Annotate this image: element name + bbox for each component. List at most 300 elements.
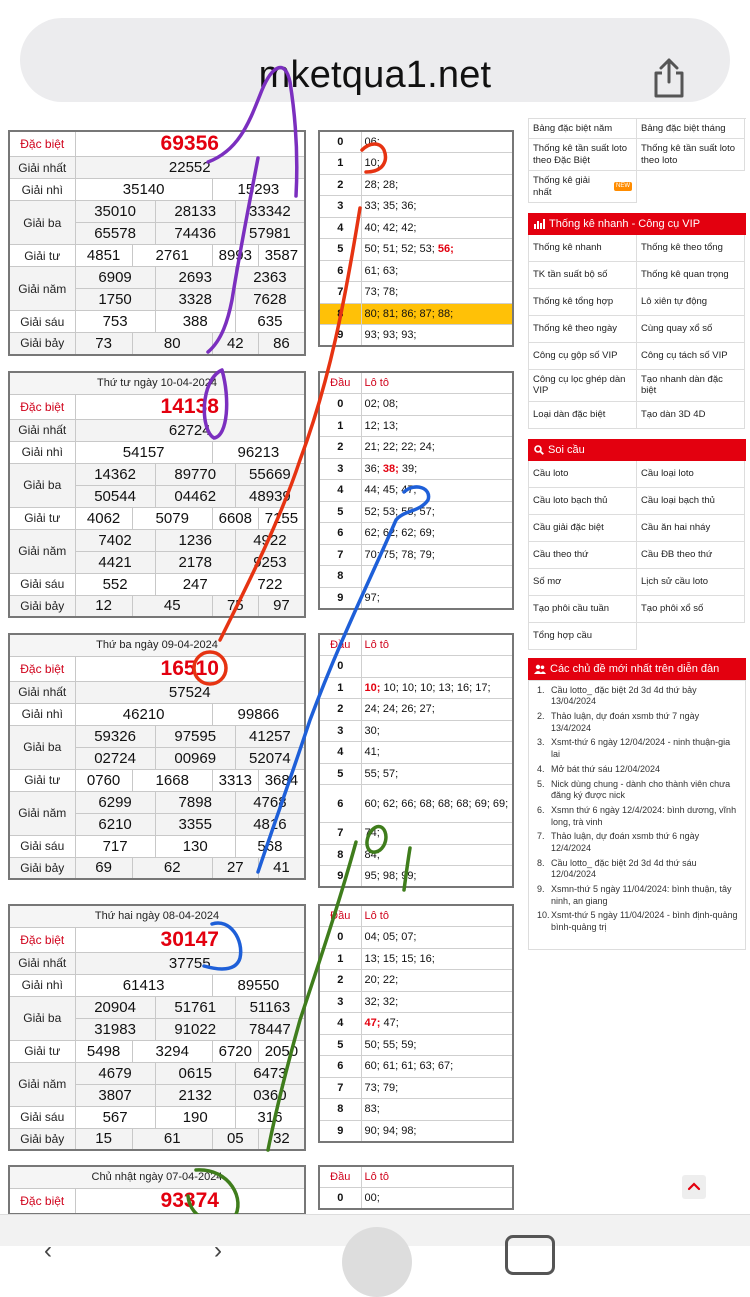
empty-cell [637, 171, 745, 203]
loto-header: Lô tô [361, 1166, 513, 1188]
loto-table-1 [318, 130, 514, 347]
prize-number: 54157 [75, 441, 212, 463]
thread-title[interactable]: Mở bát thứ sáu 12/04/2024 [551, 763, 660, 774]
thread-item[interactable] [537, 910, 739, 933]
link-item[interactable]: Cầu ĐB theo thứ [637, 542, 745, 569]
dau-digit: 9 [319, 587, 361, 609]
prize-number: 130 [155, 835, 235, 857]
loto-values-text: 39; [401, 462, 418, 475]
loto-values: 41; [361, 742, 513, 764]
prize-number: 6720 [212, 1040, 258, 1062]
loto-values-text: 36; [364, 462, 380, 475]
prize-number: 4816 [235, 813, 305, 835]
prize-number: 3355 [155, 813, 235, 835]
label-g4: Giải tư [9, 769, 75, 791]
label-g4: Giải tư [9, 1040, 75, 1062]
link-item[interactable]: Lô xiên tự động [637, 289, 745, 316]
tabs-icon[interactable] [505, 1235, 555, 1275]
prize-number: 2693 [155, 267, 235, 289]
link-item[interactable]: Số mơ [529, 569, 637, 596]
prize-number: 45 [132, 595, 212, 617]
thread-title[interactable]: Xsmt-thứ 6 ngày 12/04/2024 - ninh thuận-gia lai [551, 737, 731, 760]
loto-values [361, 458, 513, 480]
link-item[interactable]: Bảng đặc biệt tháng [637, 119, 745, 139]
loto-values: 97; [361, 587, 513, 609]
share-icon[interactable] [652, 58, 686, 98]
dau-digit: 1 [319, 948, 361, 970]
users-icon [534, 664, 546, 674]
loto-values: 10; [361, 153, 513, 175]
prize-number: 65578 [75, 223, 155, 245]
prize-number: 41257 [235, 725, 305, 747]
thread-item[interactable] [537, 779, 739, 802]
dau-digit: 4 [319, 217, 361, 239]
prize-number: 14362 [75, 463, 155, 485]
dau-digit: 8 [319, 303, 361, 325]
thread-number: 7. [537, 831, 545, 842]
draw-date: Thứ ba ngày 09-04-2024 [9, 634, 305, 656]
draw-date: Thứ hai ngày 08-04-2024 [9, 905, 305, 927]
prize-number: 6909 [75, 267, 155, 289]
result-table-2 [8, 371, 306, 618]
link-item[interactable]: Tổng hợp cầu [529, 623, 637, 650]
dau-digit: 4 [319, 1013, 361, 1035]
result-table-3 [8, 633, 306, 880]
loto-values: 06; [361, 131, 513, 153]
prize-number: 80 [132, 333, 212, 355]
prize-number: 2178 [155, 551, 235, 573]
prize-number: 57981 [235, 223, 305, 245]
label-g2: Giải nhì [9, 179, 75, 201]
thread-number: 4. [537, 763, 545, 774]
address-bar[interactable] [20, 18, 730, 102]
sidebar [528, 118, 746, 950]
vip-links [528, 235, 746, 429]
prize-number: 0760 [75, 769, 132, 791]
prize-number: 12 [75, 595, 132, 617]
dau-digit: 2 [319, 699, 361, 721]
dau-digit: 5 [319, 239, 361, 261]
prize-number: 4768 [235, 791, 305, 813]
loto-values: 00; [361, 1188, 513, 1210]
result-table-5 [8, 1165, 306, 1215]
link-item[interactable]: Cầu giải đặc biệt [529, 515, 637, 542]
link-item[interactable]: Loại dàn đặc biệt [529, 402, 637, 429]
link-item[interactable]: Tạo dàn 3D 4D [637, 402, 745, 429]
prize-number: 99866 [212, 703, 305, 725]
loto-special-value: 47; [364, 1017, 381, 1030]
prize-number: 722 [235, 573, 305, 595]
link-item[interactable]: Cầu loại bạch thủ [637, 488, 745, 515]
dau-digit: 4 [319, 480, 361, 502]
label-g4: Giải tư [9, 507, 75, 529]
dau-digit: 6 [319, 260, 361, 282]
forum-header [528, 658, 746, 680]
loto-values: 95; 98; 99; [361, 866, 513, 888]
prize-number: 753 [75, 311, 155, 333]
dau-digit: 3 [319, 720, 361, 742]
new-tab-button[interactable] [342, 1227, 412, 1297]
prize-number: 55669 [235, 463, 305, 485]
loto-table-2 [318, 371, 514, 610]
label-db: Đặc biệt [9, 927, 75, 952]
back-arrow-icon[interactable]: ‹ [44, 1237, 52, 1264]
loto-table-3 [318, 633, 514, 888]
label-g1: Giải nhất [9, 681, 75, 703]
prize-number: 7402 [75, 529, 155, 551]
label-g6: Giải sáu [9, 835, 75, 857]
prize-number: 74436 [155, 223, 235, 245]
url-text[interactable]: mketqua1.net [258, 54, 492, 96]
chevron-up-icon [682, 1175, 706, 1199]
link-item[interactable]: Cầu loto bạch thủ [529, 488, 637, 515]
prize-number: 247 [155, 573, 235, 595]
loto-values: 04; 05; 07; [361, 927, 513, 949]
new-badge-icon: NEW [614, 182, 632, 191]
link-item[interactable]: TK tần suất bộ số [529, 262, 637, 289]
back-to-top-button[interactable] [682, 1175, 706, 1199]
link-item[interactable]: Cầu ăn hai nháy [637, 515, 745, 542]
forum-threads [528, 680, 746, 950]
loto-values: 62; 62; 62; 69; [361, 523, 513, 545]
loto-values: 60; 61; 61; 63; 67; [361, 1056, 513, 1078]
special-prize: 30147 [75, 927, 305, 952]
soi-links [528, 461, 746, 650]
link-item[interactable]: Thống kê tổng hợp [529, 289, 637, 316]
loto-values: 20; 22; [361, 970, 513, 992]
prize-number: 15293 [212, 179, 305, 201]
dau-header: Đầu [319, 1166, 361, 1188]
dau-digit: 0 [319, 394, 361, 416]
label-g5: Giải năm [9, 267, 75, 311]
prize-number: 568 [235, 835, 305, 857]
vip-tools-header [528, 213, 746, 235]
prize-number: 46210 [75, 703, 212, 725]
thread-item[interactable] [537, 711, 739, 734]
dau-digit: 0 [319, 656, 361, 678]
loto-values: 60; 62; 66; 68; 68; 68; 69; 69; [361, 785, 513, 823]
prize-number: 1750 [75, 289, 155, 311]
prize-number: 20904 [75, 996, 155, 1018]
soi-cau-header [528, 439, 746, 461]
prize-number: 5498 [75, 1040, 132, 1062]
browser-toolbar [0, 1214, 750, 1264]
dau-digit: 0 [319, 1188, 361, 1210]
dau-digit: 3 [319, 991, 361, 1013]
label-g5: Giải năm [9, 529, 75, 573]
loto-values-text: 50; 51; 52; 53; [364, 243, 435, 256]
thread-number: 5. [537, 778, 545, 789]
thread-item[interactable] [537, 884, 739, 907]
prize-number: 35140 [75, 179, 212, 201]
prize-number: 8993 [212, 245, 258, 267]
link-item[interactable]: Cùng quay xổ số [637, 316, 745, 343]
prize-number: 4062 [75, 507, 132, 529]
link-item[interactable]: Thống kê theo ngày [529, 316, 637, 343]
prize-number: 32 [258, 1128, 305, 1150]
prize-number: 4922 [235, 529, 305, 551]
loto-header: Lô tô [361, 905, 513, 927]
prize-number: 86 [258, 333, 305, 355]
prize-number: 1668 [132, 769, 212, 791]
label-g6: Giải sáu [9, 1106, 75, 1128]
special-prize: 16510 [75, 656, 305, 681]
label-g7: Giải bảy [9, 1128, 75, 1150]
loto-values: 33; 35; 36; [361, 196, 513, 218]
dau-digit: 9 [319, 1120, 361, 1142]
label-g3: Giải ba [9, 996, 75, 1040]
prize-number: 91022 [155, 1018, 235, 1040]
prize-number: 6210 [75, 813, 155, 835]
thread-title[interactable]: Xsmn-thứ 5 ngày 11/04/2024: bình thuận, tây ninh, an giang [551, 884, 732, 906]
dau-digit: 6 [319, 785, 361, 823]
link-item[interactable]: Tạo phôi xổ số [637, 596, 745, 623]
loto-values: 84; [361, 844, 513, 866]
dau-digit: 7 [319, 544, 361, 566]
loto-values: 61; 63; [361, 260, 513, 282]
prize-number: 567 [75, 1106, 155, 1128]
bar-chart-icon [534, 219, 545, 229]
link-item[interactable]: Công cụ tách số VIP [637, 343, 745, 370]
prize-number: 97595 [155, 725, 235, 747]
thread-number: 9. [537, 884, 545, 895]
loto-values: 50; 55; 59; [361, 1034, 513, 1056]
prize-number: 97 [258, 595, 305, 617]
prize-number: 50544 [75, 485, 155, 507]
thread-number: 8. [537, 857, 545, 868]
loto-values: 73; 78; [361, 282, 513, 304]
link-item[interactable]: Bảng đặc biệt năm [529, 119, 637, 139]
special-prize: 93374 [75, 1188, 305, 1214]
prize-number: 9253 [235, 551, 305, 573]
prize-number: 51761 [155, 996, 235, 1018]
prize-number: 78447 [235, 1018, 305, 1040]
thread-number: 6. [537, 804, 545, 815]
forward-arrow-icon[interactable]: › [214, 1237, 222, 1264]
loto-special-value: 56; [437, 243, 454, 256]
label-g7: Giải bảy [9, 857, 75, 879]
loto-values-highlight: 80; 81; 86; 87; 88; [361, 303, 513, 325]
dau-digit: 7 [319, 282, 361, 304]
dau-digit: 5 [319, 763, 361, 785]
thread-title[interactable]: Thảo luận, dự đoán xsmb thứ 6 ngày 12/4/2024 [551, 831, 700, 853]
prize-number: 0615 [155, 1062, 235, 1084]
link-item[interactable]: Công cụ lọc ghép dàn VIP [529, 370, 637, 402]
dau-digit: 4 [319, 742, 361, 764]
dau-digit: 2 [319, 174, 361, 196]
thread-title[interactable]: Xsmt-thứ 5 ngày 11/04/2024 - bình định-quảng bình-quảng trị [551, 910, 738, 933]
loto-header: Lô tô [361, 372, 513, 394]
prize-number: 59326 [75, 725, 155, 747]
link-item[interactable]: Cầu loại loto [637, 461, 745, 488]
link-item[interactable]: Thống kê theo tổng [637, 235, 745, 262]
prize-number: 27 [212, 857, 258, 879]
link-item[interactable]: Cầu theo thứ [529, 542, 637, 569]
result-table-1 [8, 130, 306, 356]
prize-number: 51163 [235, 996, 305, 1018]
prize-number: 04462 [155, 485, 235, 507]
link-item[interactable]: Lịch sử cầu loto [637, 569, 745, 596]
thread-item[interactable] [537, 858, 739, 881]
prize-number: 3807 [75, 1084, 155, 1106]
dau-digit: 8 [319, 566, 361, 588]
label-db: Đặc biệt [9, 394, 75, 419]
prize-number: 635 [235, 311, 305, 333]
link-item[interactable]: Thống kê nhanh [529, 235, 637, 262]
label-g2: Giải nhì [9, 703, 75, 725]
prize-number: 2132 [155, 1084, 235, 1106]
prize-number: 73 [75, 333, 132, 355]
dau-digit: 1 [319, 677, 361, 699]
link-item[interactable]: Công cụ gộp số VIP [529, 343, 637, 370]
label-g6: Giải sáu [9, 573, 75, 595]
prize-number: 6473 [235, 1062, 305, 1084]
thread-item[interactable] [537, 831, 739, 854]
prize-number: 7155 [258, 507, 305, 529]
result-table-4 [8, 904, 306, 1151]
prize-number: 3313 [212, 769, 258, 791]
label-g5: Giải năm [9, 1062, 75, 1106]
vip-title: Thống kê nhanh - Công cụ VIP [549, 217, 701, 230]
loto-values: 28; 28; [361, 174, 513, 196]
prize-number: 42 [212, 333, 258, 355]
prize-number: 2761 [132, 245, 212, 267]
label-g7: Giải bảy [9, 595, 75, 617]
thread-item[interactable] [537, 805, 739, 828]
loto-table-5 [318, 1165, 514, 1210]
special-prize: 14138 [75, 394, 305, 419]
thread-title[interactable]: Nick dùng chung - dành cho thành viên chưa đăng ký được nick [551, 778, 731, 801]
thread-number: 2. [537, 711, 545, 722]
prize-number: 316 [235, 1106, 305, 1128]
label-g3: Giải ba [9, 725, 75, 769]
draw-date: Chủ nhật ngày 07-04-2024 [9, 1166, 305, 1188]
thread-item[interactable] [537, 737, 739, 760]
dau-digit: 3 [319, 458, 361, 480]
prize-number: 52074 [235, 747, 305, 769]
thread-item[interactable] [537, 764, 739, 776]
prize-number: 41 [258, 857, 305, 879]
dau-digit: 0 [319, 927, 361, 949]
thread-title[interactable]: Xsmn thứ 6 ngày 12/4/2024: bình dương, vĩnh long, trà vinh [551, 804, 737, 827]
dau-digit: 3 [319, 196, 361, 218]
prize-number: 7898 [155, 791, 235, 813]
prize-number: 02724 [75, 747, 155, 769]
prize-number: 05 [212, 1128, 258, 1150]
loto-values [361, 677, 513, 699]
prize-number: 3328 [155, 289, 235, 311]
loto-values-text: 47; [383, 1017, 399, 1030]
label-g2: Giải nhì [9, 974, 75, 996]
special-prize: 69356 [75, 131, 305, 157]
search-icon [534, 445, 544, 455]
loto-values: 02; 08; [361, 394, 513, 416]
first-prize: 57524 [75, 681, 305, 703]
link-item[interactable]: Thống kê quan trọng [637, 262, 745, 289]
prize-number: 6608 [212, 507, 258, 529]
prize-number: 00969 [155, 747, 235, 769]
prize-number: 4679 [75, 1062, 155, 1084]
prize-number: 552 [75, 573, 155, 595]
thread-number: 1. [537, 684, 545, 695]
link-item[interactable]: Thống kê tần suất loto theo Đặc Biệt [529, 139, 637, 171]
loto-special-value: 38; [382, 462, 399, 475]
label-g3: Giải ba [9, 201, 75, 245]
label-db: Đặc biệt [9, 656, 75, 681]
label-g1: Giải nhất [9, 419, 75, 441]
dau-digit: 5 [319, 1034, 361, 1056]
loto-values: 12; 13; [361, 415, 513, 437]
prize-number: 717 [75, 835, 155, 857]
stats-links [528, 118, 746, 203]
link-item[interactable]: Thống kê tần suất loto theo loto [637, 139, 745, 171]
loto-values-text: 10; 10; 10; 13; 16; 17; [383, 681, 491, 694]
prize-number: 28133 [155, 201, 235, 223]
prize-number: 89550 [212, 974, 305, 996]
prize-number: 61 [132, 1128, 212, 1150]
dau-header: Đầu [319, 905, 361, 927]
loto-values: 52; 53; 55; 57; [361, 501, 513, 523]
loto-values [361, 656, 513, 678]
prize-number: 190 [155, 1106, 235, 1128]
loto-values [361, 566, 513, 588]
prize-number: 4851 [75, 245, 132, 267]
prize-number: 2363 [235, 267, 305, 289]
dau-header: Đầu [319, 372, 361, 394]
dau-digit: 7 [319, 823, 361, 845]
dau-digit: 1 [319, 153, 361, 175]
prize-number: 0360 [235, 1084, 305, 1106]
label-g7: Giải bảy [9, 333, 75, 355]
prize-number: 388 [155, 311, 235, 333]
loto-values: 83; [361, 1099, 513, 1121]
prize-number: 3294 [132, 1040, 212, 1062]
dau-digit: 7 [319, 1077, 361, 1099]
thread-title[interactable]: Thảo luận, dự đoán xsmb thứ 7 ngày 13/4/2024 [551, 711, 700, 733]
thread-number: 10. [537, 910, 550, 921]
dau-digit: 1 [319, 415, 361, 437]
prize-number: 2050 [258, 1040, 305, 1062]
loto-values: 40; 42; 42; [361, 217, 513, 239]
loto-values: 55; 57; [361, 763, 513, 785]
thread-title[interactable]: Cầu lotto_ đặc biệt 2d 3d 4d thứ sáu 12/04/2024 [551, 857, 697, 880]
link-item[interactable]: Cầu loto [529, 461, 637, 488]
thread-title[interactable]: Cầu lotto_ đặc biệt 2d 3d 4d thứ bảy 13/04/2024 [551, 684, 697, 707]
link-item-first-prize[interactable] [529, 171, 637, 203]
prize-number: 3684 [258, 769, 305, 791]
prize-number: 35010 [75, 201, 155, 223]
prize-number: 89770 [155, 463, 235, 485]
loto-values [361, 1013, 513, 1035]
link-label: Thống kê giải nhất [533, 175, 591, 198]
thread-item[interactable] [537, 685, 739, 708]
link-item[interactable]: Tạo nhanh dàn đặc biệt [637, 370, 745, 402]
loto-table-4 [318, 904, 514, 1143]
dau-digit: 8 [319, 1099, 361, 1121]
draw-date: Thứ tư ngày 10-04-2024 [9, 372, 305, 394]
dau-digit: 2 [319, 970, 361, 992]
dau-digit: 8 [319, 844, 361, 866]
prize-number: 15 [75, 1128, 132, 1150]
loto-values: 70; 75; 78; 79; [361, 544, 513, 566]
dau-digit: 6 [319, 523, 361, 545]
prize-number: 69 [75, 857, 132, 879]
loto-values: 30; [361, 720, 513, 742]
prize-number: 6299 [75, 791, 155, 813]
prize-number: 61413 [75, 974, 212, 996]
link-item[interactable]: Tạo phôi cầu tuần [529, 596, 637, 623]
loto-values: 74; [361, 823, 513, 845]
